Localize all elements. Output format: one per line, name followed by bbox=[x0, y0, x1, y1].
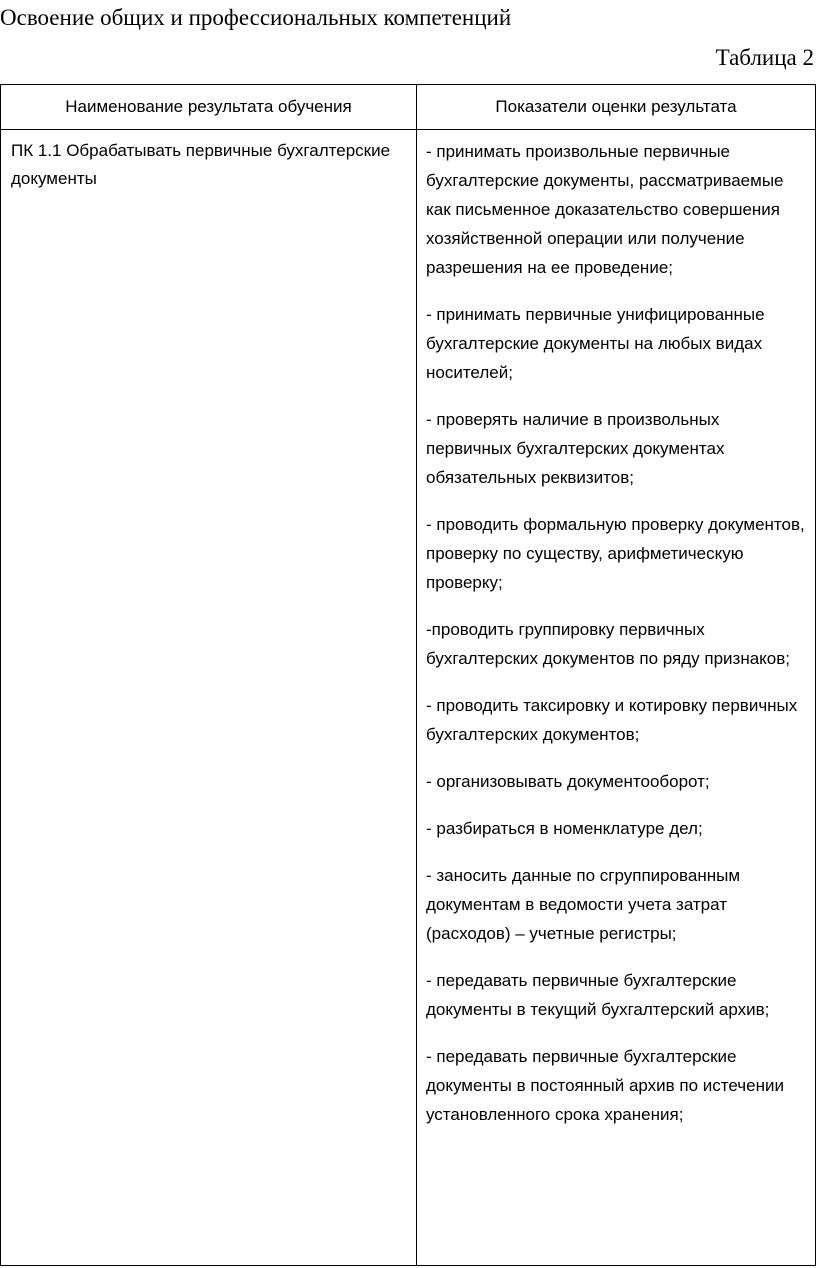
competency-table bbox=[0, 84, 816, 1266]
column-header-result: Наименование результата обучения bbox=[65, 97, 352, 116]
column-divider bbox=[416, 85, 417, 1265]
table-label: Таблица 2 bbox=[715, 45, 814, 70]
indicator-item: - проводить таксировку и котировку первичных бухгалтерских документов; bbox=[426, 696, 798, 744]
header-divider bbox=[1, 129, 815, 130]
indicator-item: - разбираться в номенклатуре дел; bbox=[426, 819, 703, 838]
indicator-item: - заносить данные по сгруппированным документам в ведомости учета затрат (расходов) – учетные регистры; bbox=[426, 866, 741, 943]
indicators-cell bbox=[426, 137, 806, 1147]
indicator-item: - передавать первичные бухгалтерские документы в текущий бухгалтерский архив; bbox=[426, 971, 770, 1019]
indicator-item: - принимать первичные унифицированные бухгалтерские документы на любых видах носителей; bbox=[426, 305, 765, 382]
column-header-indicators: Показатели оценки результата bbox=[495, 97, 737, 116]
indicator-item: - передавать первичные бухгалтерские документы в постоянный архив по истечении установленного срока хранения; bbox=[426, 1047, 784, 1124]
indicator-item: - проводить формальную проверку документов, проверку по существу, арифметическую проверку; bbox=[426, 515, 805, 592]
result-cell: ПК 1.1 Обрабатывать первичные бухгалтерские документы bbox=[11, 141, 391, 188]
indicator-item: -проводить группировку первичных бухгалтерских документов по ряду признаков; bbox=[426, 620, 790, 668]
document-heading: Освоение общих и профессиональных компетенций bbox=[0, 5, 512, 30]
indicator-item: - проверять наличие в произвольных первичных бухгалтерских документах обязательных реквизитов; bbox=[426, 410, 725, 487]
indicator-item: - принимать произвольные первичные бухгалтерские документы, рассматриваемые как письменное доказательство совершения хозяйственной операции или получение разрешения на ее проведение; bbox=[426, 142, 784, 277]
indicator-item: - организовывать документооборот; bbox=[426, 772, 710, 791]
